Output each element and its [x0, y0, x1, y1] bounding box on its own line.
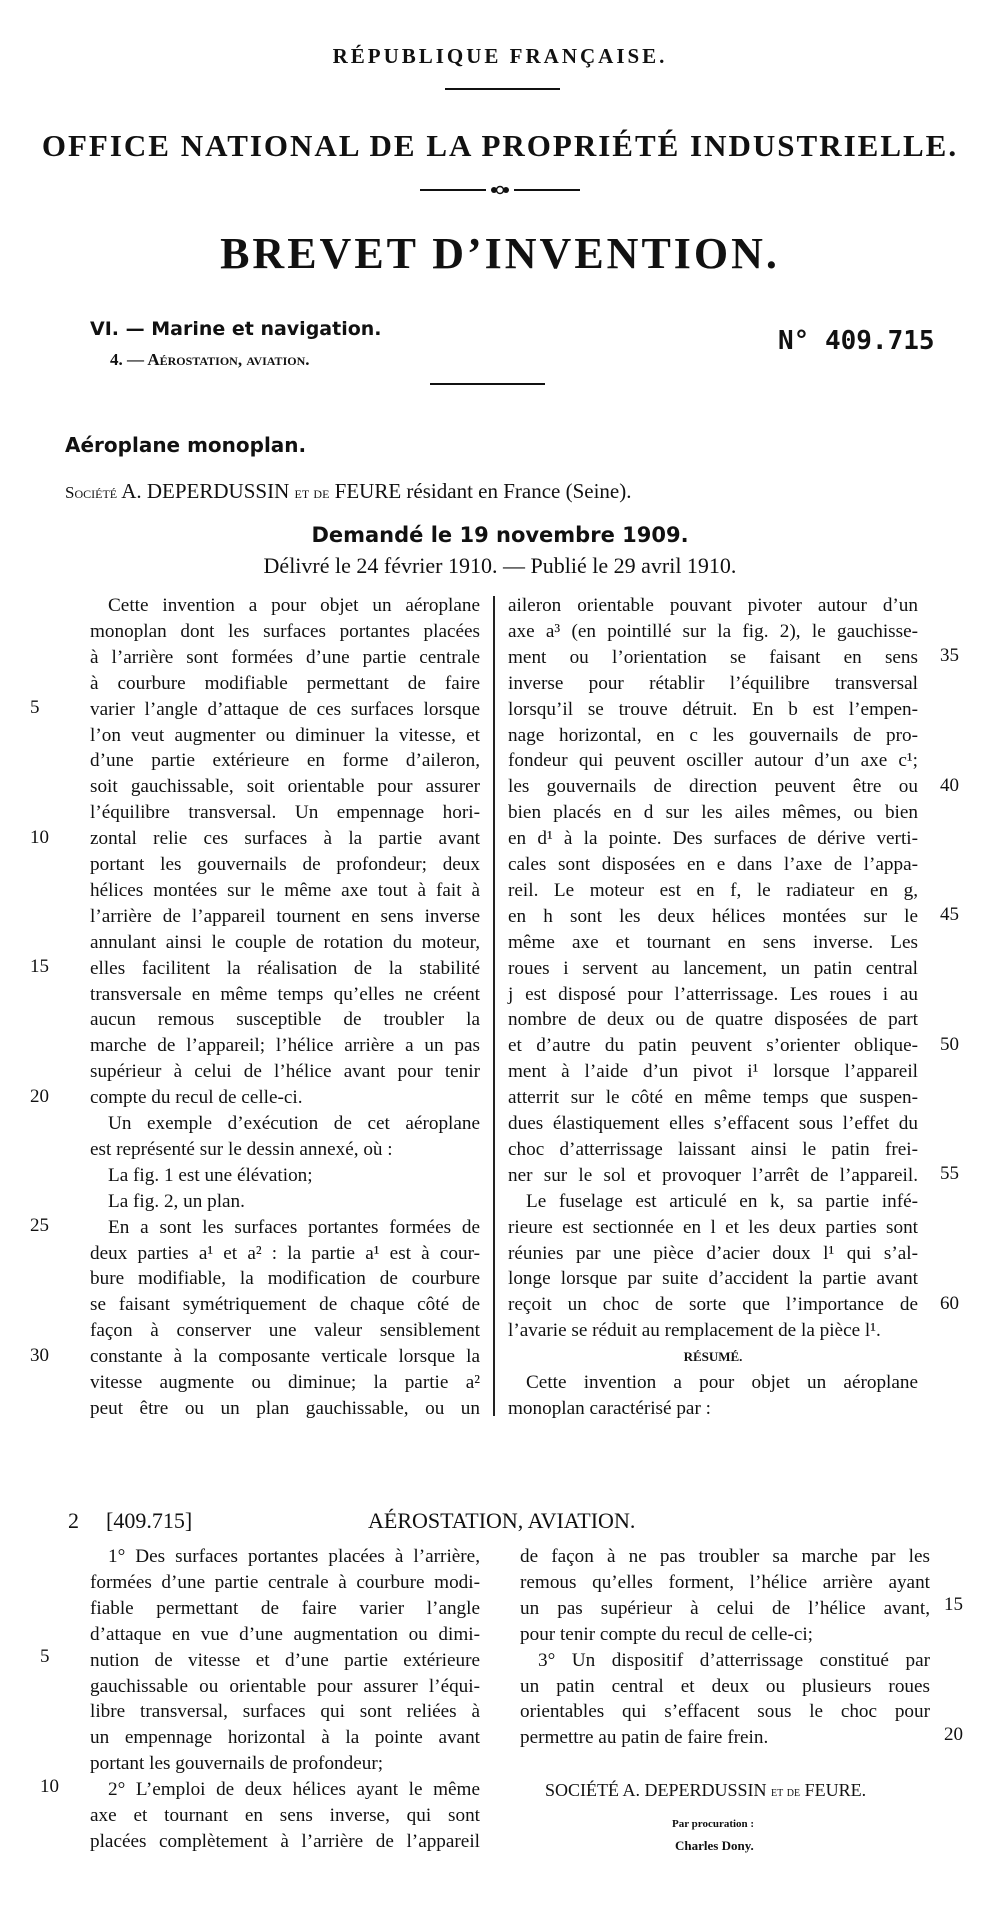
text-line: Cette invention a pour objet un aéroplane [108, 595, 480, 616]
text-line: aileron orientable pouvant pivoter autour d’un [508, 595, 918, 616]
text-line: à l’arrière sont formées d’une partie centrale [90, 646, 480, 668]
text-line: se faisant symétriquement de chaque côté de [90, 1294, 480, 1316]
text-line: roues i servent au lancement, un patin central [508, 957, 918, 979]
text-line: en d¹ à la pointe. Des surfaces de dérive verti- [508, 828, 918, 850]
text-line: de façon à ne pas troubler sa marche par les [520, 1546, 930, 1567]
text-line: choc d’atterrissage laissant ainsi le patin frei- [508, 1138, 918, 1160]
text-line: hélices montées sur le même axe tout à fait à [90, 879, 480, 901]
text-line: inverse pour rétablir l’équilibre transversal [508, 672, 918, 694]
text-line: cales sont disposées en e dans l’axe de l’appa- [508, 854, 918, 875]
text-line: fiable permettant de faire varier l’angle [90, 1597, 480, 1619]
patent-reference: [409.715] [106, 1508, 193, 1533]
text-line: un patin central et deux ou plusieurs roues [520, 1675, 930, 1697]
text-line: ment à l’aide d’un pivot i¹ lorsque l’appareil [508, 1061, 918, 1083]
text-line: elles facilitent la réalisation de la stabilité [90, 957, 480, 979]
text-line: lorsqu’il se trouve détruit. En b est l’empen- [508, 698, 918, 720]
applicant-residence: résidant en France (Seine). [406, 479, 632, 503]
line-number: 30 [30, 1344, 49, 1366]
text-line: et d’autre du patin peuvent s’orienter oblique- [508, 1035, 918, 1057]
text-line: 1° Des surfaces portantes placées à l’arrière, [108, 1546, 480, 1567]
text-line: compte du recul de celle-ci. [90, 1087, 303, 1109]
signature-company-b: FEURE. [804, 1780, 867, 1800]
text-line: permettre au patin de faire frein. [520, 1727, 769, 1749]
subgroup-name: Aérostation, aviation. [147, 350, 310, 369]
text-line: constante à la composante verticale lorsque la [90, 1346, 480, 1368]
text-line: libre transversal, surfaces qui sont reliées à [90, 1701, 480, 1723]
text-line: en h sont les deux hélices montées sur le [508, 905, 918, 927]
applicant-name-2: FEURE [334, 479, 402, 503]
text-line: formées d’une partie centrale à courbure modi- [90, 1571, 480, 1593]
text-line: Cette invention a pour objet un aéroplane [526, 1372, 918, 1393]
text-line: nombre de deux ou de quatre disposées de part [508, 1009, 918, 1031]
signature-proxy: Par procuration : [672, 1818, 755, 1830]
text-line: axe a³ (en pointillé sur la fig. 2), le gauchisse- [508, 620, 918, 642]
text-line: monoplan caractérisé par : [508, 1397, 711, 1419]
filing-date: Demandé le 19 novembre 1909. [311, 523, 689, 547]
text-line: reil. Le moteur est en f, le radiateur en g, [508, 879, 918, 901]
text-line: ner sur le sol et provoquer l’arrêt de l’appareil. [508, 1164, 918, 1186]
text-line: d’attaque en vue d’une augmentation ou dimi- [90, 1623, 480, 1645]
text-line: RÉSUMÉ. [683, 1349, 743, 1365]
text-line: portant les gouvernails de profondeur; deux [90, 854, 480, 875]
column-divider [493, 596, 495, 1416]
text-line: varier l’angle d’attaque de ces surfaces lorsque [90, 698, 480, 720]
invention-title: Aéroplane monoplan. [65, 433, 307, 457]
signature-company-a: SOCIÉTÉ A. DEPERDUSSIN [545, 1780, 767, 1800]
issue-publication-dates: Délivré le 24 février 1910. — Publié le 29 avril 1910. [263, 553, 737, 578]
line-number: 55 [940, 1163, 959, 1184]
text-line: gauchissable ou orientable pour assurer l’équi- [90, 1675, 480, 1697]
text-line: l’équilibre transversal. Un empennage hori- [90, 802, 480, 824]
classification-subgroup [110, 350, 309, 370]
text-line: atterrit sur le côté en même temps que suspen- [508, 1087, 918, 1109]
applicant-line [65, 479, 632, 504]
line-number: 40 [940, 774, 959, 796]
text-line: à courbure modifiable permettant de faire [90, 672, 480, 694]
text-line: supérieur à celui de l’hélice avant pour tenir [90, 1061, 480, 1083]
text-line: pour tenir compte du recul de celle-ci; [520, 1623, 814, 1645]
text-line: ment ou l’orientation se faisant en sens [508, 646, 918, 668]
text-line: d’une partie extérieure en forme d’aileron, [90, 750, 480, 772]
text-line: l’arrière de l’appareil tournent en sens inverse [90, 905, 480, 927]
applicant-conjunction: et de [294, 483, 330, 502]
text-line: façon à conserver une valeur sensiblement [90, 1320, 480, 1342]
text-line: deux parties a¹ et a² : la partie a¹ est à cour- [90, 1242, 480, 1264]
text-line: portant les gouvernails de profondeur; [90, 1753, 384, 1775]
text-line: un empennage horizontal à la pointe avant [90, 1727, 480, 1749]
text-line: rieure est sectionnée en l et les deux parties sont [508, 1216, 918, 1238]
line-number: 5 [40, 1646, 50, 1667]
text-line: Le fuselage est articulé en k, sa partie infé- [526, 1190, 918, 1212]
text-line: 3° Un dispositif d’atterrissage constitué par [538, 1649, 930, 1671]
office-heading: OFFICE NATIONAL DE LA PROPRIÉTÉ INDUSTRIELLE. [41, 128, 959, 163]
text-line: aucun remous susceptible de troubler la [90, 1009, 480, 1031]
line-number: 10 [40, 1775, 59, 1797]
text-line: zontal relie ces surfaces à la partie avant [90, 828, 480, 850]
text-line: peut être ou un plan gauchissable, ou un [90, 1397, 480, 1419]
text-line: j est disposé pour l’atterrissage. Les roues i au [508, 983, 918, 1005]
signature-conjunction: et de [771, 1785, 801, 1800]
page-number: 2 [68, 1508, 79, 1533]
line-number: 60 [940, 1292, 959, 1314]
text-line: réunies par une pièce d’acier doux l¹ qui s’al- [508, 1242, 918, 1264]
running-head: AÉROSTATION, AVIATION. [368, 1508, 636, 1533]
text-line: un pas supérieur à celui de l’hélice avant, [520, 1597, 930, 1619]
line-number: 10 [30, 826, 49, 848]
text-line: 2° L’emploi de deux hélices ayant le même [108, 1779, 480, 1801]
line-number: 50 [940, 1033, 959, 1055]
text-line: nution de vitesse et d’une partie extérieure [90, 1649, 480, 1671]
text-line: La fig. 1 est une élévation; [108, 1164, 313, 1186]
text-line: fondeur qui peuvent osciller autour d’un axe c¹; [508, 750, 918, 772]
text-line: les gouvernails de direction peuvent être ou [508, 776, 918, 798]
text-line: annulant ainsi le couple de rotation du moteur, [90, 931, 480, 953]
text-line: l’avarie se réduit au remplacement de la pièce l¹. [508, 1320, 881, 1342]
text-line: orientables qui s’effacent sous le choc pour [520, 1701, 930, 1723]
applicant-prefix: Société [65, 483, 118, 502]
text-line: monoplan dont les surfaces portantes placées [90, 620, 480, 642]
text-line: axe et tournant en sens inverse, qui sont [90, 1805, 480, 1826]
text-line: remous qu’elles forment, l’hélice arrière ayant [520, 1571, 930, 1593]
text-line: marche de l’appareil; l’hélice arrière a un pas [90, 1035, 480, 1057]
text-line: longe lorsque par suite d’accident la partie avant [508, 1268, 918, 1290]
line-number: 20 [944, 1723, 963, 1745]
text-line: La fig. 2, un plan. [108, 1190, 245, 1212]
divider [445, 88, 560, 90]
patent-number: N° 409.715 [778, 326, 935, 356]
republic-heading: RÉPUBLIQUE FRANÇAISE. [332, 44, 668, 68]
text-line: soit gauchissable, soit orientable pour assurer [90, 776, 480, 798]
text-line: transversale en même temps qu’elles ne créent [90, 983, 480, 1005]
line-number: 45 [940, 904, 959, 925]
line-number: 25 [30, 1215, 49, 1236]
classification-group: VI. — Marine et navigation. [90, 318, 382, 340]
text-line: placées complètement à l’arrière de l’appareil [90, 1830, 480, 1852]
line-number: 15 [944, 1594, 963, 1615]
line-number: 5 [30, 697, 40, 718]
text-line: bien placés en d sur les ailes mêmes, ou bien [508, 802, 918, 824]
subgroup-number: 4. — [110, 350, 144, 369]
text-line: Un exemple d’exécution de cet aéroplane [108, 1113, 480, 1134]
line-number: 15 [30, 956, 49, 977]
text-line: dues élastiquement elles s’effacent sous l’effet du [508, 1113, 918, 1134]
text-line: l’on veut augmenter ou diminuer la vitesse, et [90, 724, 480, 746]
document-type-heading: BREVET D’INVENTION. [220, 229, 780, 278]
text-line: même axe et tournant en sens inverse. Les [508, 931, 918, 953]
signature-company [545, 1780, 866, 1801]
ornament-divider [420, 184, 580, 196]
text-line: bure modifiable, la modification de courbure [90, 1268, 480, 1290]
line-number: 35 [940, 645, 959, 666]
divider [430, 383, 545, 385]
text-line: est représenté sur le dessin annexé, où : [90, 1138, 393, 1160]
text-line: reçoit un choc de sorte que l’importance de [508, 1294, 918, 1316]
text-line: vitesse augmente ou diminue; la partie a² [90, 1372, 480, 1393]
text-line: nage horizontal, en c les gouvernails de pro- [508, 724, 918, 746]
applicant-name-1: A. DEPERDUSSIN [121, 479, 290, 503]
line-number: 20 [30, 1085, 49, 1107]
text-line: En a sont les surfaces portantes formées de [108, 1216, 480, 1238]
signature-agent: Charles Dony. [675, 1838, 754, 1853]
